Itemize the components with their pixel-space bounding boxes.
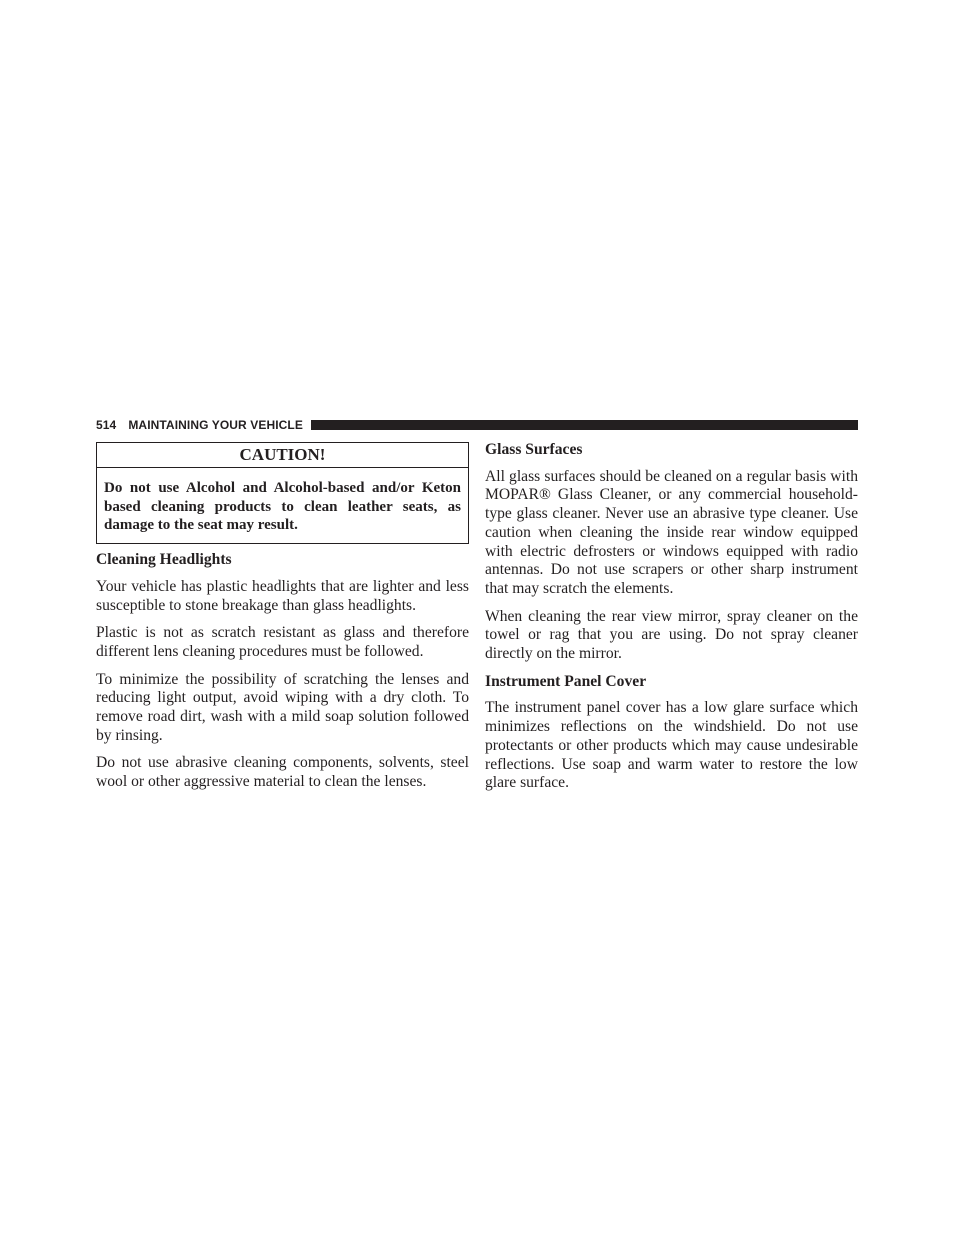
paragraph: Your vehicle has plastic headlights that are lighter and less susceptible to stone breakage than glass headlights. — [96, 577, 469, 614]
paragraph: Plastic is not as scratch resistant as glass and therefore different lens cleaning procedures must be followed. — [96, 624, 469, 660]
caution-box — [96, 442, 469, 544]
section-heading-instrument-panel-cover: Instrument Panel Cover — [485, 672, 647, 690]
section-heading-cleaning-headlights: Cleaning Headlights — [96, 551, 232, 569]
left-column — [96, 441, 469, 792]
paragraph: To minimize the possibility of scratching the lenses and reducing light output, avoid wiping with a dry cloth. To remove road dirt, wash with a mild soap solution followed by rinsing. — [96, 670, 469, 744]
paragraph: All glass surfaces should be cleaned on a regular basis with MOPAR® Glass Cleaner, or any commercial household-type glass cleaner. Never use an abrasive type cleaner. Use caution when cleaning the inside rear window equipped with electric defrosters or windows equipped with radio antennas. Do not use scrapers or other sharp instrument that may scratch the elements. — [485, 467, 858, 597]
caution-title: CAUTION! — [97, 443, 468, 468]
page-number: 514 — [96, 418, 117, 432]
right-column — [485, 441, 858, 793]
section-title: MAINTAINING YOUR VEHICLE — [128, 418, 303, 432]
paragraph: Do not use abrasive cleaning components, solvents, steel wool or other aggressive material to clean the lenses. — [96, 754, 469, 791]
paragraph: The instrument panel cover has a low glare surface which minimizes reflections on the windshield. Do not use protectants or other products which may cause undesirable reflections. Use soap and warm water to restore the low glare surface. — [485, 699, 858, 792]
header-rule — [311, 420, 858, 430]
paragraph: When cleaning the rear view mirror, spray cleaner on the towel or rag that you are using. Do not spray cleaner directly on the mirror. — [485, 607, 858, 663]
page-header — [96, 417, 858, 433]
caution-text: Do not use Alcohol and Alcohol-based and/or Keton based cleaning products to clean leather seats, as damage to the seat may result. — [104, 480, 461, 534]
section-heading-glass-surfaces: Glass Surfaces — [485, 441, 583, 458]
